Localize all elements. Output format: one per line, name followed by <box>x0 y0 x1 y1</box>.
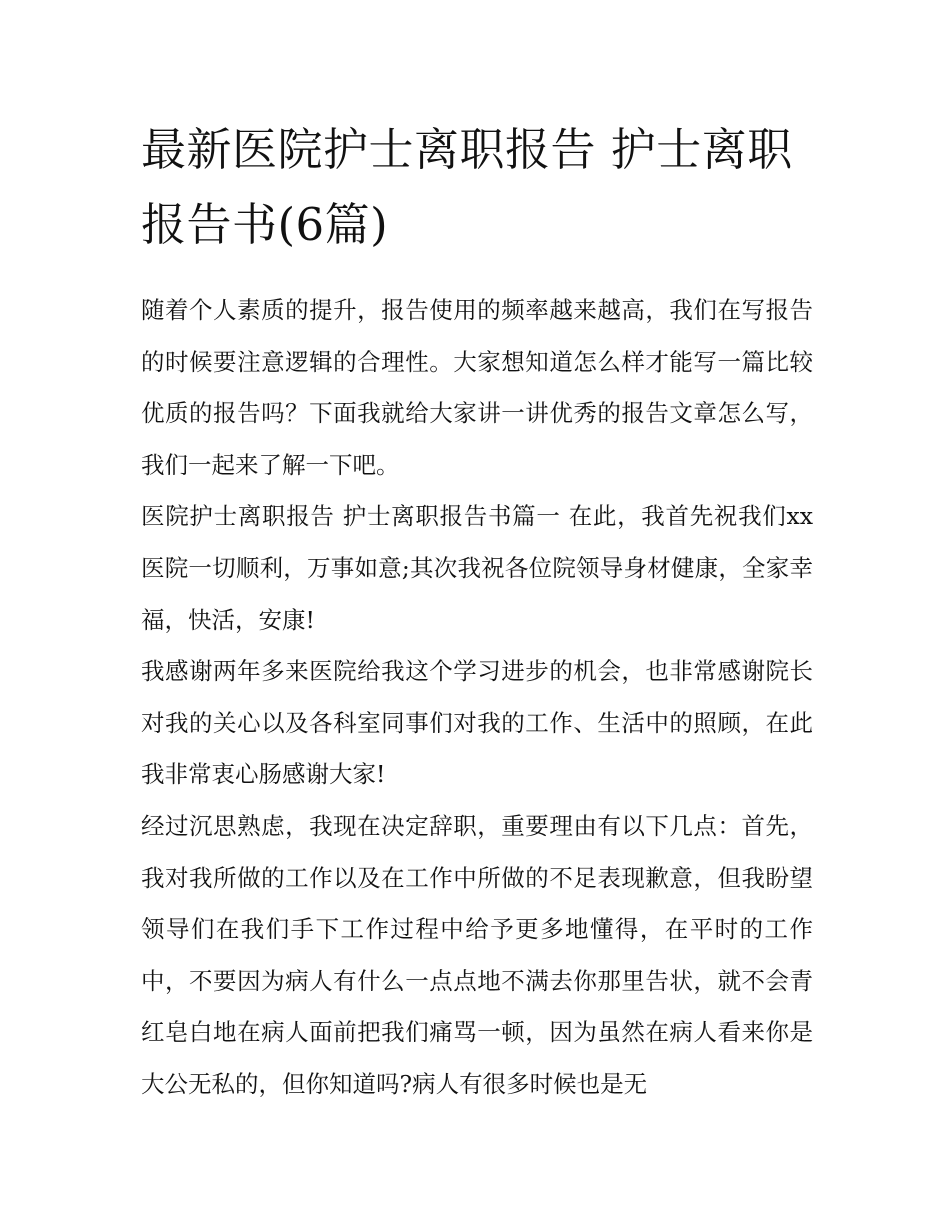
paragraph-thanks: 我感谢两年多来医院给我这个学习进步的机会，也非常感谢院长对我的关心以及各科室同事们对我的工作、生活中的照顾，在此我非常衷心肠感谢大家! <box>141 657 813 789</box>
document-body <box>141 285 813 1111</box>
paragraph-reasons: 经过沉思熟虑，我现在决定辞职，重要理由有以下几点：首先，我对我所做的工作以及在工作中所做的不足表现歉意，但我盼望领导们在我们手下工作过程中给予更多地懂得，在平时的工作中，不要因为病人有什么一点点地不满去你那里告状，就不会青红皂白地在病人面前把我们痛骂一顿，因为虽然在病人看来你是大公无私的，但你知道吗?病人有很多时候也是无 <box>141 811 813 1098</box>
paragraph-greeting: 医院护士离职报告 护士离职报告书篇一 在此，我首先祝我们xx医院一切顺利，万事如意;其次我祝各位院领导身材健康，全家幸福，快活，安康! <box>141 502 813 634</box>
paragraph-intro: 随着个人素质的提升，报告使用的频率越来越高，我们在写报告的时候要注意逻辑的合理性。大家想知道怎么样才能写一篇比较优质的报告吗？下面我就给大家讲一讲优秀的报告文章怎么写，我们一起来了解一下吧。 <box>141 296 813 479</box>
document-title: 最新医院护士离职报告 护士离职报告书(6篇) <box>141 123 793 251</box>
document-content <box>141 112 813 1111</box>
